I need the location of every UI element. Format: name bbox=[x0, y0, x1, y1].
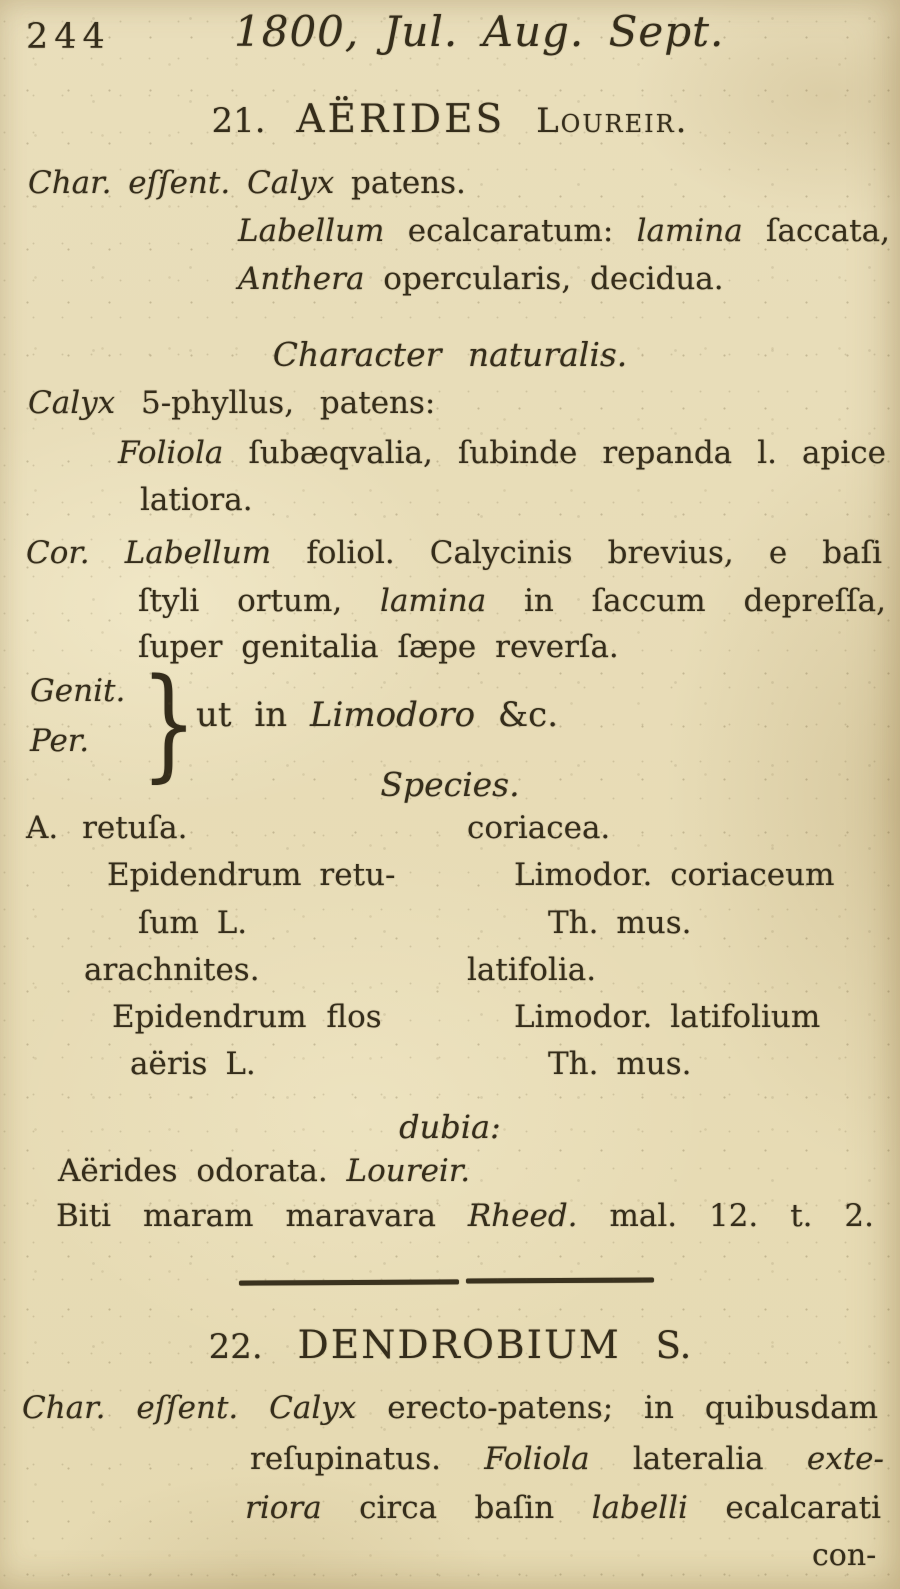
species-left-2-syn1: Epidendrum flos bbox=[112, 999, 382, 1035]
calyx-line-1: Calyx 5-phyllus, patens: bbox=[28, 385, 436, 421]
calyx-line-3: latiora. bbox=[140, 482, 253, 518]
calyx-line-2: Foliola ſubæqvalia, ſubinde repanda l. apice bbox=[118, 435, 886, 471]
section-number: 22. bbox=[208, 1327, 263, 1367]
species-heading: Species. bbox=[380, 765, 520, 804]
species-right-1-syn1: Limodor. coriaceum bbox=[514, 857, 835, 893]
cor-line-3: ſuper genitalia ſæpe reverſa. bbox=[138, 629, 619, 665]
running-title: 1800, Jul. Aug. Sept. bbox=[234, 7, 725, 56]
species-left-1-name: A. retuſa. bbox=[26, 810, 188, 846]
cor-line-2: ſtyli ortum, lamina in ſaccum depreſſa, bbox=[138, 583, 886, 619]
genus-name: AËRIDES bbox=[296, 97, 506, 142]
divider-rule-left bbox=[239, 1279, 459, 1285]
char-naturalis-heading: Character naturalis. bbox=[272, 335, 628, 374]
species-right-1-syn2: Th. mus. bbox=[548, 905, 692, 941]
char-essent-label: Char. eſſent. bbox=[28, 165, 231, 201]
char-essent-line-3: Anthera opercularis, decidua. bbox=[238, 261, 724, 297]
page-number: 244 bbox=[26, 17, 111, 57]
species-right-2-syn2: Th. mus. bbox=[548, 1046, 692, 1082]
species-right-1-name: coriacea. bbox=[467, 810, 611, 846]
section-heading-dendrobium bbox=[0, 1322, 900, 1371]
species-left-1-syn1: Epidendrum retu- bbox=[107, 857, 396, 893]
dubia-line-1: Aërides odorata. Loureir. bbox=[58, 1153, 471, 1189]
genit-per-text: ut in Limodoro &c. bbox=[196, 695, 559, 735]
per-label: Per. bbox=[30, 723, 90, 759]
char-essent-line-2: Labellum ecalcaratum: lamina ſaccata, bbox=[238, 213, 890, 249]
species-left-1-syn2: ſum L. bbox=[138, 905, 248, 941]
curly-brace: } bbox=[140, 652, 197, 794]
species-left-2-syn2: aëris L. bbox=[130, 1046, 256, 1082]
genus-name: DENDROBIUM bbox=[297, 1323, 621, 1368]
genit-label: Genit. bbox=[30, 673, 126, 709]
dubia-line-2: Biti maram maravara Rheed. mal. 12. t. 2. bbox=[56, 1198, 874, 1234]
catchword: con- bbox=[812, 1538, 877, 1573]
species-right-2-name: latifolia. bbox=[467, 952, 597, 988]
section-number: 21. bbox=[211, 101, 266, 141]
dendrobium-line-1: Char. eſſent. Calyx erecto-patens; in quibusdam bbox=[22, 1390, 879, 1426]
species-left-2-name: arachnites. bbox=[84, 952, 260, 988]
author-name: S. bbox=[655, 1324, 692, 1367]
char-essent-line-1: Char. eſſent. Calyx patens. bbox=[28, 165, 466, 201]
divider-rule-right bbox=[466, 1278, 654, 1284]
species-right-2-syn1: Limodor. latifolium bbox=[514, 999, 821, 1035]
section-heading-aerides bbox=[0, 96, 900, 145]
dendrobium-line-2: reſupinatus. Foliola lateralia exte- bbox=[250, 1441, 884, 1477]
dubia-heading: dubia: bbox=[399, 1108, 501, 1146]
author-name: Loureir. bbox=[536, 101, 689, 141]
char-essent-label: Char. eſſent. Calyx bbox=[22, 1390, 357, 1426]
dendrobium-line-3: riora circa baſin labelli ecalcarati bbox=[245, 1490, 881, 1526]
cor-line-1: Cor. Labellum foliol. Calycinis brevius, e baſi bbox=[26, 535, 883, 571]
